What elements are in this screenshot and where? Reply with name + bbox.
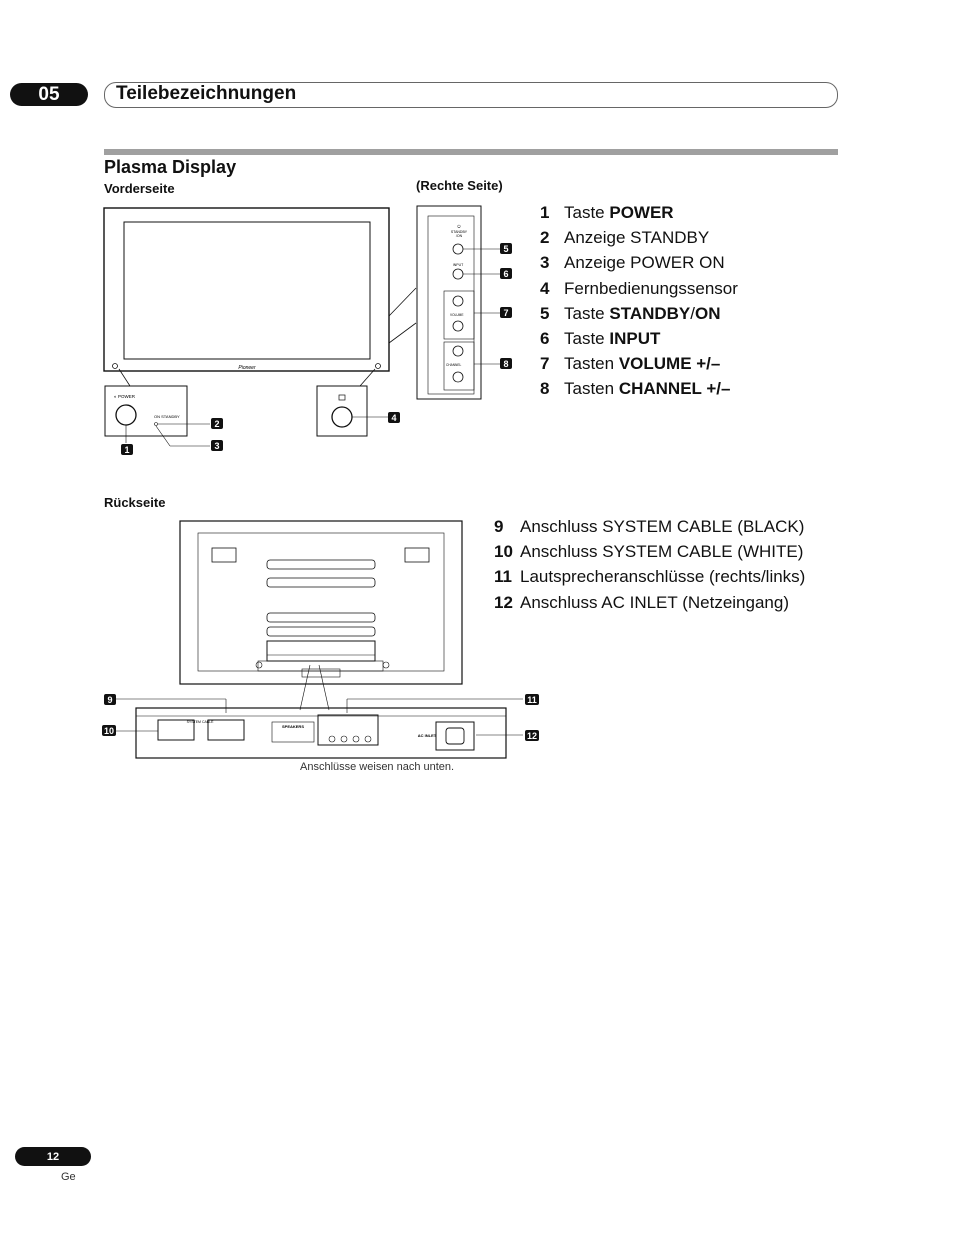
list-item: 11 Lautsprecheranschlüsse (rechts/links) <box>494 567 806 587</box>
callout-badge-9: 9 <box>104 694 116 705</box>
svg-text:SPEAKERS: SPEAKERS <box>281 724 305 729</box>
callout-badge-4: 4 <box>388 412 400 423</box>
list-item: 12 Anschluss AC INLET (Netzeingang) <box>494 592 789 612</box>
callout-badge-10: 10 <box>103 725 114 736</box>
list-item: 4 Fernbedienungssensor <box>540 278 738 298</box>
callout-badge-2: 2 <box>211 418 223 429</box>
right-side-label: (Rechte Seite) <box>416 178 503 193</box>
front-label: Vorderseite <box>104 181 175 196</box>
section-rule <box>104 149 838 155</box>
list-item: 8 Tasten CHANNEL +/– <box>540 379 731 399</box>
svg-text:ON STANDBY: ON STANDBY <box>154 414 180 419</box>
power-small-label: ◐ POWER <box>114 394 135 399</box>
page-language: Ge <box>61 1171 76 1183</box>
front-parts-list <box>540 200 738 402</box>
list-item: 6 Taste INPUT <box>540 329 661 349</box>
svg-text:⏻: ⏻ <box>457 224 461 229</box>
callout-badge-12: 12 <box>526 730 537 741</box>
rear-parts-list <box>494 514 805 615</box>
svg-text:CHANNEL: CHANNEL <box>446 363 462 367</box>
chapter-number-badge <box>10 83 88 106</box>
callout-badge-7: 7 <box>500 307 512 318</box>
chapter-number: 05 <box>38 83 60 105</box>
page-number: 12 <box>46 1150 60 1163</box>
list-item: 7 Tasten VOLUME +/– <box>540 354 721 374</box>
list-item: 3 Anzeige POWER ON <box>540 253 725 273</box>
list-item: 1 Taste POWER <box>540 203 674 222</box>
chapter-title: Teilebezeichnungen <box>116 83 297 104</box>
list-item: 5 Taste STANDBY/ON <box>540 303 721 323</box>
callout-badge-11: 11 <box>525 694 539 705</box>
page-number-badge <box>15 1147 91 1166</box>
svg-text:STANDBY: STANDBY <box>450 230 468 234</box>
front-view-figure <box>100 200 500 460</box>
callout-badge-1: 1 <box>121 444 133 455</box>
callout-badge-6: 6 <box>500 268 512 279</box>
list-item: 10 Anschluss SYSTEM CABLE (WHITE) <box>494 542 804 562</box>
section-title: Plasma Display <box>104 157 237 177</box>
callout-badge-8: 8 <box>500 358 512 369</box>
callout-badge-5: 5 <box>500 243 512 254</box>
callout-badge-3: 3 <box>211 440 223 451</box>
svg-text:VOLUME: VOLUME <box>450 313 464 317</box>
svg-text:SYSTEM CABLE: SYSTEM CABLE <box>186 720 214 724</box>
brand-logo: Pioneer <box>238 365 256 371</box>
svg-text:AC INLET: AC INLET <box>417 733 437 738</box>
list-item: 2 Anzeige STANDBY <box>540 228 710 248</box>
svg-text:INPUT: INPUT <box>452 263 464 267</box>
figure-caption: Anschlüsse weisen nach unten. <box>300 761 455 773</box>
rear-label: Rückseite <box>104 495 166 510</box>
svg-text:/ON: /ON <box>455 234 463 238</box>
rear-view-figure <box>100 515 540 765</box>
list-item: 9 Anschluss SYSTEM CABLE (BLACK) <box>494 517 805 536</box>
